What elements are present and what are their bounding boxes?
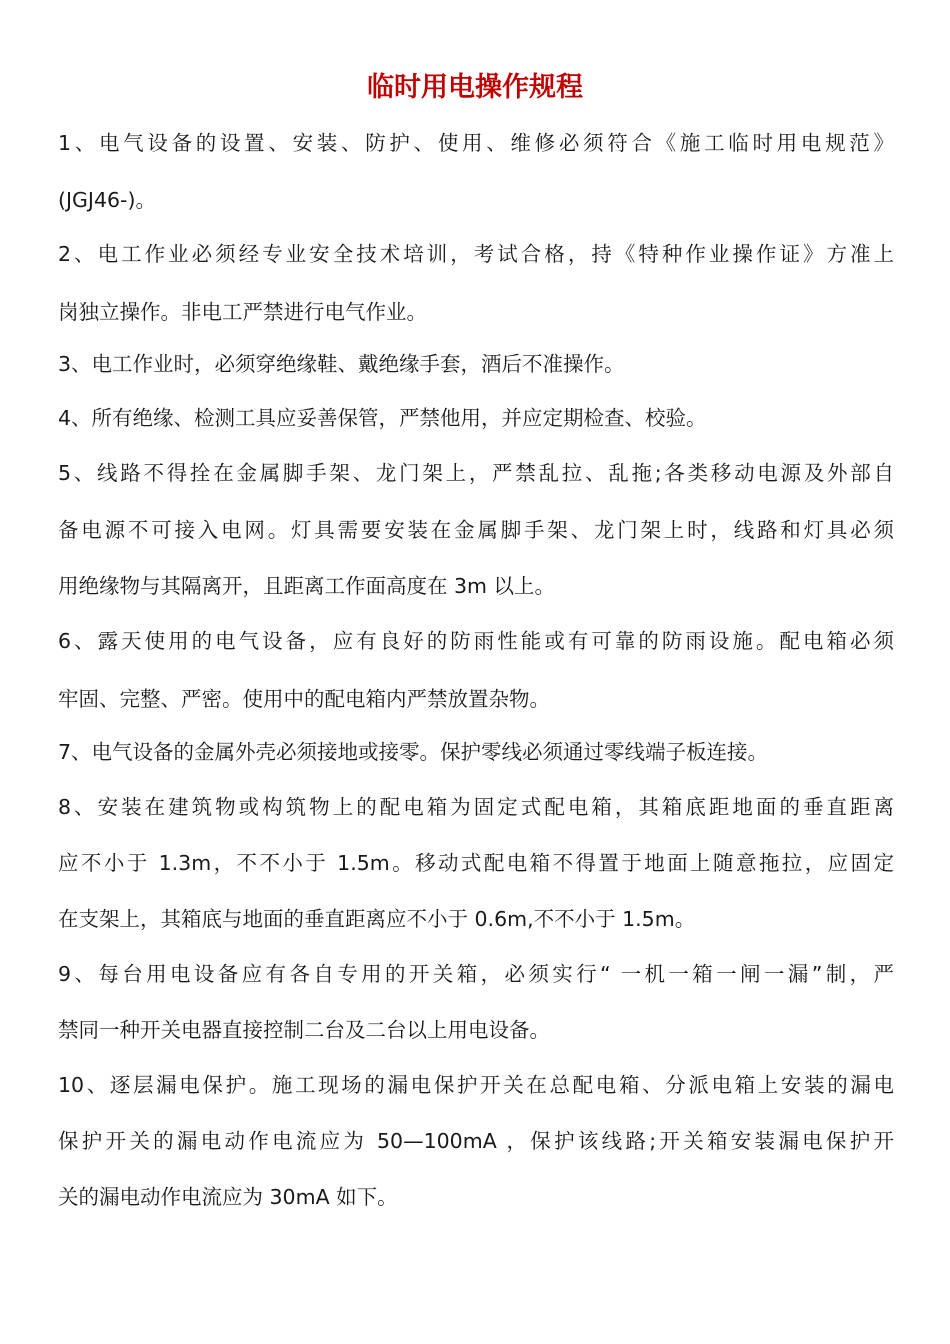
text-line: 保护开关的漏电动作电流应为 50—100mA ，保护该线路;开关箱安装漏电保护开 [58,1129,894,1153]
text-line: 应不小于 1.3m，不不小于 1.5m。移动式配电箱不得置于地面上随意拖拉，应固定 [58,851,894,875]
text-line: 6、露天使用的电气设备，应有良好的防雨性能或有可靠的防雨设施。配电箱必须 [58,629,894,653]
text-line: 牢固、完整、严密。使用中的配电箱内严禁放置杂物。 [58,687,550,711]
text-line: 在支架上，其箱底与地面的垂直距离应不小于 0.6m,不不小于 1.5m。 [58,907,696,931]
text-line: 用绝缘物与其隔离开，且距离工作面高度在 3m 以上。 [58,574,556,598]
text-line: 9、每台用电设备应有各自专用的开关箱，必须实行“ 一机一箱一闸一漏”制，严 [58,962,894,986]
document-title: 临时用电操作规程 [367,72,583,103]
text-line: 8、安装在建筑物或构筑物上的配电箱为固定式配电箱，其箱底距地面的垂直距离 [58,795,894,819]
text-line: 岗独立操作。非电工严禁进行电气作业。 [58,300,427,324]
text-line: 2、电工作业必须经专业安全技术培训，考试合格，持《特种作业操作证》方准上 [58,242,894,266]
text-line: 5、线路不得拴在金属脚手架、龙门架上，严禁乱拉、乱拖;各类移动电源及外部自 [58,461,894,485]
text-line: 禁同一种开关电器直接控制二台及二台以上用电设备。 [58,1018,550,1042]
text-line: 备电源不可接入电网。灯具需要安装在金属脚手架、龙门架上时，线路和灯具必须 [58,518,894,542]
text-line: 3、电工作业时，必须穿绝缘鞋、戴绝缘手套，酒后不准操作。 [58,352,625,376]
text-line: 7、电气设备的金属外壳必须接地或接零。保护零线必须通过零线端子板连接。 [58,740,769,764]
text-line: (JGJ46-)。 [58,188,156,212]
text-line: 4、所有绝缘、检测工具应妥善保管，严禁他用，并应定期检查、校验。 [58,406,707,430]
text-line: 关的漏电动作电流应为 30mA 如下。 [58,1185,398,1209]
text-line: 10、逐层漏电保护。施工现场的漏电保护开关在总配电箱、分派电箱上安装的漏电 [58,1073,894,1097]
text-line: 1、电气设备的设置、安装、防护、使用、维修必须符合《施工临时用电规范》 [58,131,894,155]
